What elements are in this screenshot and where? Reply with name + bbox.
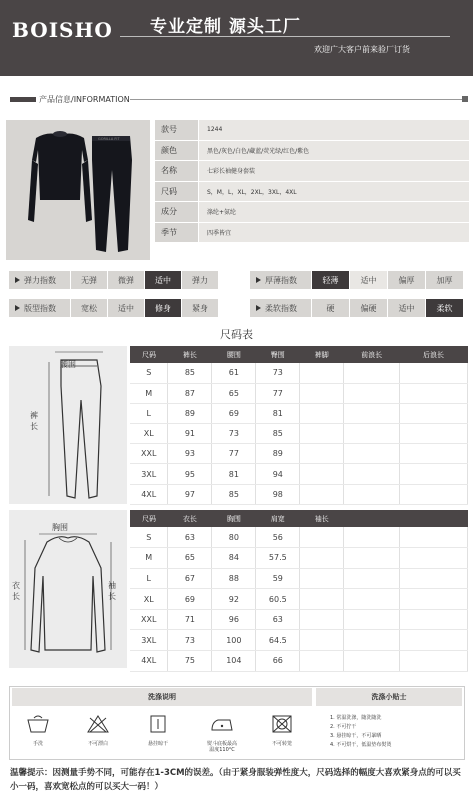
shirt-sleeve-label: 袖长 <box>108 581 116 601</box>
hand-wash-icon <box>26 714 50 734</box>
table-cell: 73 <box>168 630 212 651</box>
table-cell <box>300 548 344 569</box>
table-row <box>130 568 468 589</box>
table-cell <box>400 424 468 444</box>
table-row <box>130 609 468 630</box>
col-header: 袖长 <box>300 510 344 527</box>
table-cell: 93 <box>168 444 212 464</box>
table-cell <box>344 568 400 589</box>
table-cell: 80 <box>212 527 256 548</box>
table-cell: 3XL <box>130 630 168 651</box>
info-label: 成分 <box>155 202 198 223</box>
table-row <box>130 527 468 548</box>
table-cell <box>344 403 400 423</box>
fit-option: 适中 <box>108 299 145 317</box>
wash-title: 洗涤说明 <box>12 688 312 706</box>
table-cell <box>400 527 468 548</box>
table-cell <box>400 548 468 569</box>
table-cell <box>300 609 344 630</box>
col-header <box>344 510 400 527</box>
table-cell: 3XL <box>130 464 168 484</box>
col-header: 腰围 <box>212 346 256 363</box>
product-image <box>6 120 150 260</box>
section-marker <box>10 97 36 102</box>
softness-label: 柔软指数 <box>250 299 312 317</box>
table-cell: XXL <box>130 444 168 464</box>
compression-suit-illustration <box>6 120 150 260</box>
triangle-icon <box>15 305 20 311</box>
elasticity-option: 无弹 <box>71 271 108 289</box>
table-cell: XL <box>130 589 168 610</box>
table-row <box>130 484 468 504</box>
no-tumble-dry-label: 不可转笼 <box>271 741 292 747</box>
col-header <box>400 510 468 527</box>
no-tumble-dry-item <box>262 714 302 747</box>
table-row <box>130 548 468 569</box>
col-header: 尺码 <box>130 510 168 527</box>
elasticity-option: 弹力 <box>182 271 219 289</box>
softness-option: 偏硬 <box>350 299 388 317</box>
table-cell: 77 <box>212 444 256 464</box>
product-info-table <box>155 120 469 243</box>
table-cell <box>300 630 344 651</box>
header-banner <box>0 0 473 76</box>
table-cell: 85 <box>168 363 212 383</box>
table-cell: 71 <box>168 609 212 630</box>
shirt-length-label: 衣长 <box>12 581 20 601</box>
info-row-material <box>155 202 469 223</box>
table-cell: 69 <box>168 589 212 610</box>
softness-option: 适中 <box>388 299 426 317</box>
thickness-option: 加厚 <box>426 271 464 289</box>
softness-option-active: 柔软 <box>426 299 464 317</box>
table-cell: 87 <box>168 383 212 403</box>
table-cell <box>344 464 400 484</box>
hang-dry-label: 悬挂晾干 <box>147 741 168 747</box>
col-header: 臀围 <box>256 346 300 363</box>
table-cell: 65 <box>168 548 212 569</box>
info-value: 七彩长袖健身套装 <box>198 161 469 182</box>
table-cell: 81 <box>212 464 256 484</box>
table-cell: 94 <box>256 464 300 484</box>
table-cell: 59 <box>256 568 300 589</box>
hand-wash-label: 手洗 <box>32 741 43 747</box>
table-cell: 96 <box>212 609 256 630</box>
col-header: 衣长 <box>168 510 212 527</box>
table-cell: 66 <box>256 651 300 672</box>
fit-option-active: 修身 <box>145 299 182 317</box>
table-cell <box>300 527 344 548</box>
table-cell: 97 <box>168 484 212 504</box>
section-title: 产品信息/INFORMATION <box>39 95 130 104</box>
col-header: 后浪长 <box>400 346 468 363</box>
wash-tips-title: 洗涤小贴士 <box>316 688 462 706</box>
table-cell <box>400 609 468 630</box>
fit-option: 宽松 <box>71 299 108 317</box>
table-row <box>130 444 468 464</box>
info-row-season <box>155 223 469 244</box>
table-cell: 88 <box>212 568 256 589</box>
table-cell: 77 <box>256 383 300 403</box>
table-cell: 63 <box>256 609 300 630</box>
info-label: 季节 <box>155 223 198 244</box>
table-cell <box>344 363 400 383</box>
table-cell: S <box>130 527 168 548</box>
no-bleach-item <box>78 714 118 747</box>
table-row <box>130 589 468 610</box>
elasticity-option-active: 适中 <box>145 271 182 289</box>
table-cell: L <box>130 568 168 589</box>
hang-dry-item <box>138 714 178 747</box>
table-cell <box>344 609 400 630</box>
col-header: 尺码 <box>130 346 168 363</box>
table-cell <box>300 464 344 484</box>
table-cell <box>400 630 468 651</box>
table-cell: 92 <box>212 589 256 610</box>
table-cell: 73 <box>256 363 300 383</box>
wash-tip: 3. 悬挂晾干，不可暴晒 <box>330 733 382 739</box>
info-value: 黑色/灰色/白色/藏蓝/荧光绿/红色/紫色 <box>198 141 469 162</box>
waistband-text: GORILLA FIT <box>98 137 120 141</box>
iron-label: 熨斗底板最高 温度110°C <box>206 741 237 753</box>
table-row <box>130 464 468 484</box>
iron-item <box>198 714 246 753</box>
table-cell: 95 <box>168 464 212 484</box>
softness-index <box>250 299 464 317</box>
table-cell: 75 <box>168 651 212 672</box>
table-cell: 4XL <box>130 484 168 504</box>
table-cell: 64.5 <box>256 630 300 651</box>
table-row <box>130 363 468 383</box>
table-cell: 65 <box>212 383 256 403</box>
wash-tip: 4. 不可烘干，低温垫布熨烫 <box>330 742 392 748</box>
table-cell: S <box>130 363 168 383</box>
info-row-size <box>155 182 469 203</box>
table-cell <box>300 383 344 403</box>
table-cell: 63 <box>168 527 212 548</box>
table-row <box>130 651 468 672</box>
pants-waist-label: 腰围 <box>60 360 76 369</box>
section-divider <box>130 99 466 100</box>
table-cell: M <box>130 548 168 569</box>
elasticity-label: 弹力指数 <box>9 271 71 289</box>
col-header: 胸围 <box>212 510 256 527</box>
no-tumble-dry-icon <box>270 714 294 734</box>
thickness-option: 适中 <box>350 271 388 289</box>
wash-tips-list <box>330 714 391 750</box>
table-cell: 104 <box>212 651 256 672</box>
info-value: S，M，L，XL，2XL，3XL，4XL <box>198 182 469 203</box>
table-cell: L <box>130 403 168 423</box>
shirt-size-table <box>130 510 468 672</box>
triangle-icon <box>256 277 261 283</box>
info-value: 涤纶+氨纶 <box>198 202 469 223</box>
table-cell <box>300 363 344 383</box>
table-cell: 98 <box>256 484 300 504</box>
table-cell <box>344 548 400 569</box>
col-header: 前浪长 <box>344 346 400 363</box>
table-cell <box>400 403 468 423</box>
elasticity-option: 微弹 <box>108 271 145 289</box>
elasticity-index <box>9 271 219 289</box>
table-cell <box>344 651 400 672</box>
table-cell <box>344 383 400 403</box>
table-cell <box>400 383 468 403</box>
table-cell: 85 <box>212 484 256 504</box>
table-cell: 89 <box>256 444 300 464</box>
info-row-color <box>155 141 469 162</box>
table-cell <box>300 484 344 504</box>
table-cell <box>400 484 468 504</box>
table-cell: XL <box>130 424 168 444</box>
header-slogan: 专业定制 源头工厂 <box>150 17 301 37</box>
table-cell <box>300 424 344 444</box>
hand-wash-item <box>18 714 58 747</box>
table-cell: XXL <box>130 609 168 630</box>
table-cell: 85 <box>256 424 300 444</box>
info-label: 颜色 <box>155 141 198 162</box>
table-cell: 4XL <box>130 651 168 672</box>
table-cell <box>400 568 468 589</box>
table-cell: 61 <box>212 363 256 383</box>
triangle-icon <box>15 277 20 283</box>
table-cell <box>344 484 400 504</box>
info-label: 名称 <box>155 161 198 182</box>
table-cell <box>400 651 468 672</box>
table-cell: 91 <box>168 424 212 444</box>
table-cell: 73 <box>212 424 256 444</box>
col-header: 裤脚 <box>300 346 344 363</box>
wash-tip: 1. 常温洗涤，随洗随洗 <box>330 715 382 721</box>
table-cell: 100 <box>212 630 256 651</box>
table-cell <box>400 363 468 383</box>
table-cell: 57.5 <box>256 548 300 569</box>
table-cell: 89 <box>168 403 212 423</box>
thickness-option-active: 轻薄 <box>312 271 350 289</box>
no-bleach-label: 不可漂白 <box>87 741 108 747</box>
table-cell <box>300 589 344 610</box>
table-cell <box>344 444 400 464</box>
table-cell: M <box>130 383 168 403</box>
info-label: 款号 <box>155 120 198 141</box>
table-cell <box>344 527 400 548</box>
table-cell <box>300 651 344 672</box>
info-value: 1244 <box>198 120 469 141</box>
header-subtitle: 欢迎广大客户前来验厂订货 <box>314 45 410 54</box>
info-value: 四季皆宜 <box>198 223 469 244</box>
iron-icon <box>208 714 236 734</box>
pants-length-label: 裤长 <box>30 411 38 431</box>
table-cell <box>344 589 400 610</box>
wash-tip: 2. 不可拧干 <box>330 724 357 730</box>
table-cell: 69 <box>212 403 256 423</box>
thickness-label: 厚薄指数 <box>250 271 312 289</box>
table-cell <box>344 630 400 651</box>
fit-option: 紧身 <box>182 299 219 317</box>
thickness-option: 偏厚 <box>388 271 426 289</box>
fit-index <box>9 299 219 317</box>
softness-option: 硬 <box>312 299 350 317</box>
shirt-chest-label: 胸围 <box>52 523 68 532</box>
table-cell <box>344 424 400 444</box>
table-cell <box>400 444 468 464</box>
info-label: 尺码 <box>155 182 198 203</box>
brand-logo: BOISHO <box>12 18 113 42</box>
table-cell <box>300 568 344 589</box>
hang-dry-icon <box>146 714 170 734</box>
triangle-icon <box>256 305 261 311</box>
size-chart-title: 尺码表 <box>220 328 253 341</box>
table-cell: 84 <box>212 548 256 569</box>
col-header: 肩宽 <box>256 510 300 527</box>
table-cell: 81 <box>256 403 300 423</box>
info-row-style <box>155 120 469 141</box>
footer-note: 温馨提示：因测量手势不同，可能存在1-3CM的误差。（由于紧身服装弹性度大，尺码选择的幅度大喜欢紧身点的可以买小一码，喜欢宽松点的可以买大一码！） <box>10 768 461 792</box>
table-row <box>130 403 468 423</box>
col-header: 裤长 <box>168 346 212 363</box>
thickness-index <box>250 271 464 289</box>
section-end-mark <box>462 96 468 102</box>
table-cell <box>400 464 468 484</box>
table-cell: 60.5 <box>256 589 300 610</box>
table-cell <box>300 444 344 464</box>
pants-size-table <box>130 346 468 505</box>
table-cell: 56 <box>256 527 300 548</box>
table-row <box>130 383 468 403</box>
fit-label: 版型指数 <box>9 299 71 317</box>
table-cell: 67 <box>168 568 212 589</box>
no-bleach-icon <box>86 714 110 734</box>
table-row <box>130 630 468 651</box>
table-row <box>130 424 468 444</box>
table-cell <box>400 589 468 610</box>
table-cell <box>300 403 344 423</box>
info-row-name <box>155 161 469 182</box>
